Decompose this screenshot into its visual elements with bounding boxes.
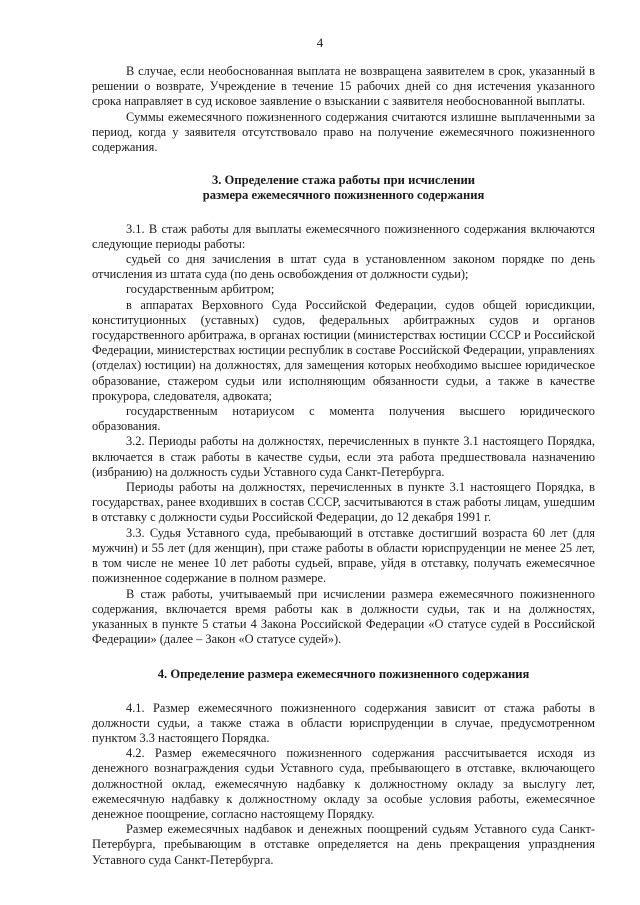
section-4-paragraph-1: 4.1. Размер ежемесячного пожизненного содержания зависит от стажа работы в должности судьи, а также стажа в области юриспруденции в случае, предусмотренном пунктом 3.3 настоящего Порядка. <box>92 700 595 745</box>
section-4-paragraph-3: Размер ежемесячных надбавок и денежных поощрений судьям Уставного суда Санкт-Петербурга, пребывающим в отставке определяется на день прекращения упразднения Уставного суда Санкт-Петербурга. <box>92 822 595 867</box>
section-4-paragraph-2: 4.2. Размер ежемесячного пожизненного содержания рассчитывается исходя из денежного вознаграждения судьи Уставного суда, пребывающего в отставке, включающего должностной оклад, ежемесячную надбавку к должностному окладу за выслугу лет, ежемесячную надбавку к должностному окладу за особые условия работы, ежемесячное денежное поощрение, согласно настоящему Порядку. <box>92 746 595 821</box>
section-3-heading-line-2: размера ежемесячного пожизненного содержания <box>202 188 485 203</box>
intro-paragraph-2: Суммы ежемесячного пожизненного содержания считаются излишне выплаченными за период, когда у заявителя отсутствовало право на получение ежемесячного пожизненного содержания. <box>92 109 595 155</box>
section-3-paragraph-2: судьей со дня зачисления в штат суда в установленном законом порядке по день отчисления из штата суда (по день освобождения от должности судьи); <box>92 252 595 282</box>
document-body <box>92 64 595 868</box>
section-4-heading: 4. Определение размера ежемесячного пожизненного содержания <box>157 667 530 682</box>
intro-paragraph-1: В случае, если необоснованная выплата не возвращена заявителем в срок, указанный в решении о возврате, Учреждение в течение 15 рабочих дней со дня истечения указанного срока направляет в суд исковое заявление о взыскании с заявителя необоснованной выплаты. <box>92 64 595 109</box>
page-number: 4 <box>316 35 324 50</box>
section-3-paragraph-9: В стаж работы, учитываемый при исчислении размера ежемесячного пожизненного содержания, включается время работы как в должности судьи, так и на должностях, указанных в пункте 5 статьи 4 Закона Российской Федерации «О статусе судей в Российской Федерации» (далее – Закон «О статусе судей»). <box>92 586 595 647</box>
section-3-paragraph-5: государственным нотариусом с момента получения высшего юридического образования. <box>92 404 595 434</box>
section-3-paragraph-7: Периоды работы на должностях, перечисленных в пункте 3.1 настоящего Порядка, в государствах, ранее входивших в состав СССР, засчитываются в стаж работы лицам, ушедшим в отставку с должности судьи Российской Федерации, до 12 декабря 1991 г. <box>92 480 595 525</box>
section-3-paragraph-8: 3.3. Судья Уставного суда, пребывающий в отставке достигший возраста 60 лет (для мужчин) и 55 лет (для женщин), при стаже работы в области юриспруденции не менее 25 лет, в том числе не менее 10 лет работы судьей, вправе, уйдя в отставку, получать ежемесячное пожизненное содержание в полном размере. <box>92 525 595 586</box>
section-3-paragraph-4: в аппаратах Верховного Суда Российской Федерации, судов общей юрисдикции, конституционных (уставных) судов, федеральных арбитражных судов и органов государственного арбитража, в органах юстиции (министерствах юстиции СССР и Российской Федерации, министерствах юстиции республик в составе Российской Федерации, управлениях (отделах) юстиции) на должностях, для замещения которых необходимо высшее юридическое образование, стажером судьи или исполняющим обязанности судьи, а также в качестве прокурора, следователя, адвоката; <box>92 297 595 403</box>
section-3-paragraph-3: государственным арбитром; <box>126 282 275 297</box>
section-3-paragraph-6: 3.2. Периоды работы на должностях, перечисленных в пункте 3.1 настоящего Порядка, включается в стаж работы в качестве судьи, если эта работа предшествовала назначению (избранию) на должность судьи Уставного суда Санкт-Петербурга. <box>92 434 595 479</box>
section-3-heading-line-1: 3. Определение стажа работы при исчислении <box>211 173 476 188</box>
section-3-paragraph-1: 3.1. В стаж работы для выплаты ежемесячного пожизненного содержания включаются следующие периоды работы: <box>92 221 595 251</box>
